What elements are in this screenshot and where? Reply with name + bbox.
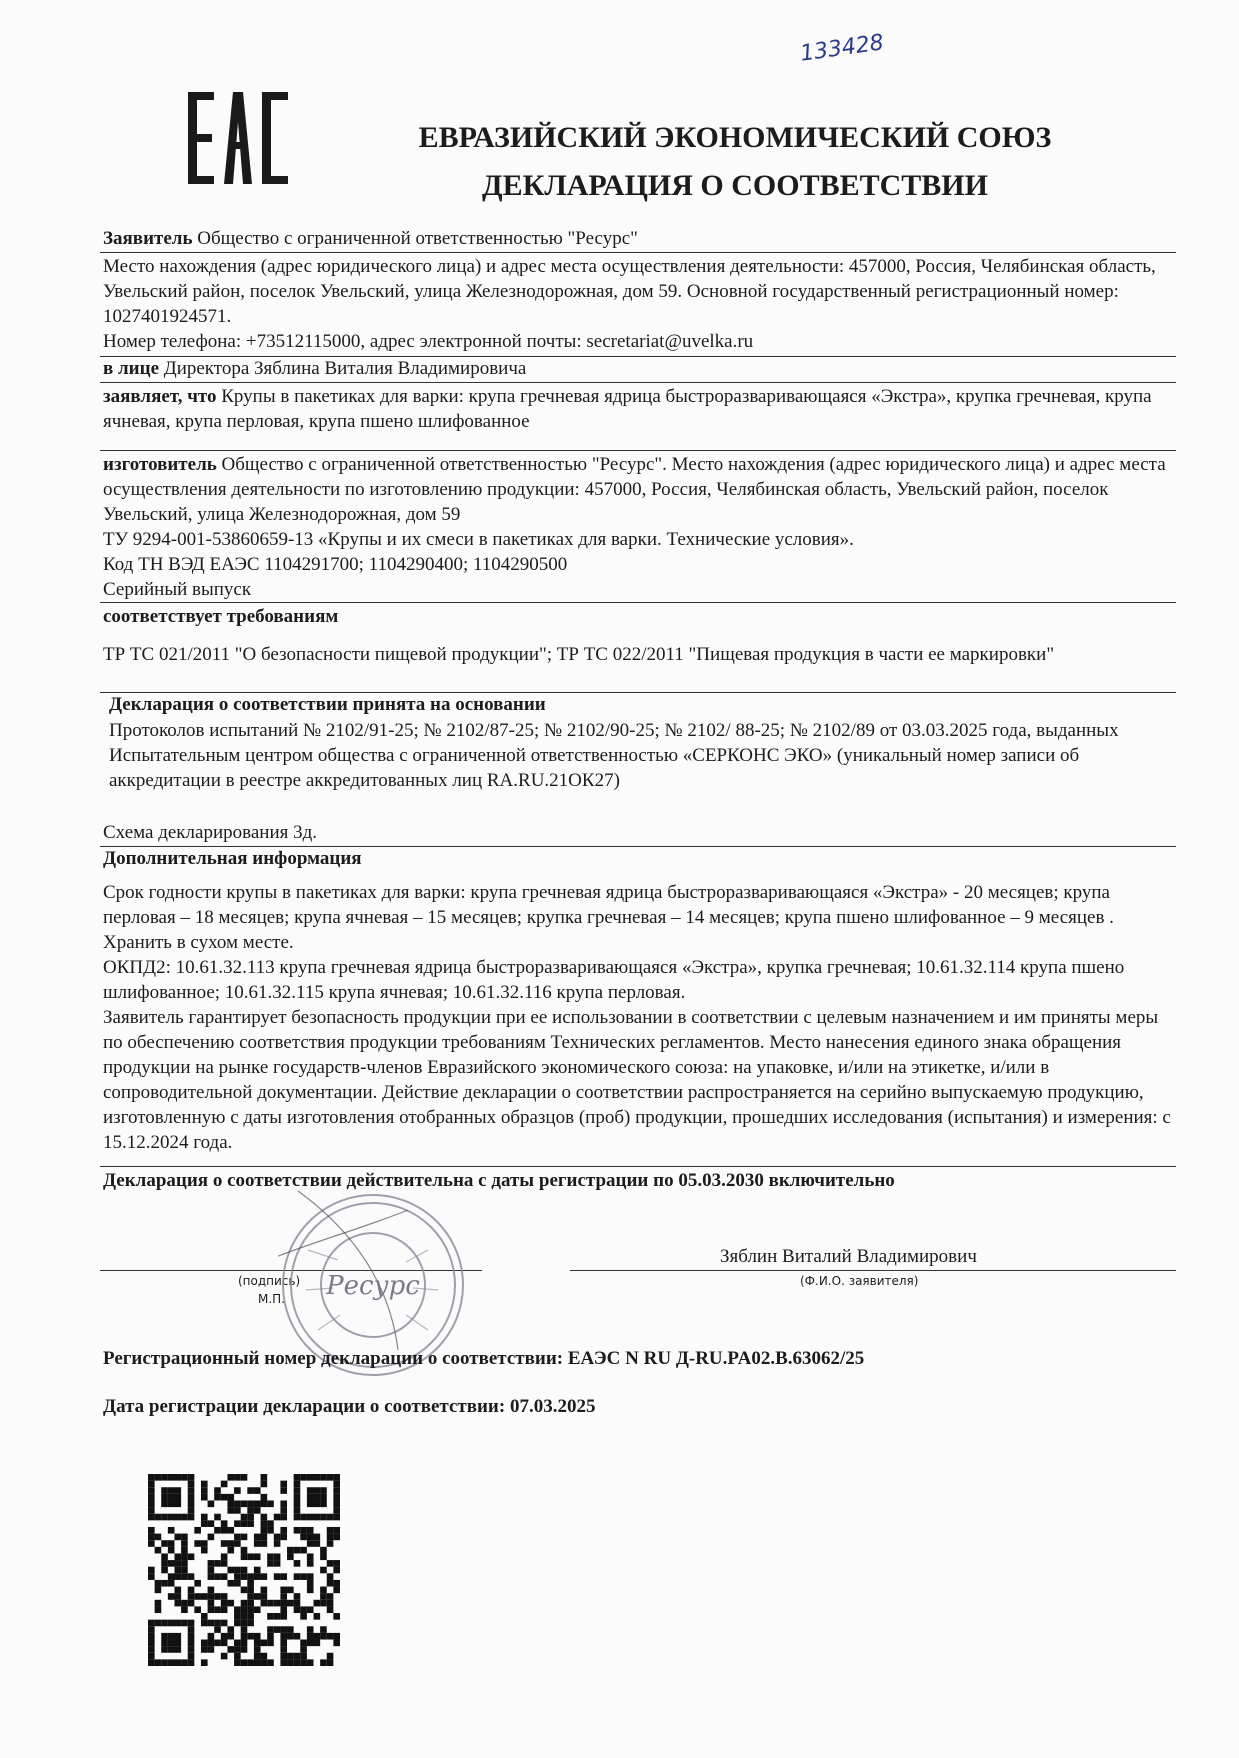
person-row (103, 356, 1176, 381)
qr-code (148, 1474, 340, 1666)
okpd-text: ОКПД2: 10.61.32.113 крупа гречневая ядрица быстроразваривающаяся «Экстра», крупка гречневая; 10.61.32.114 крупа пшено шлифованное; 10.61.32.115 крупа ячневая; 10.61.32.116 крупа перловая. (103, 957, 1125, 1003)
stamp-text: Ресурс (326, 1271, 420, 1301)
additional-label-text: Дополнительная информация (103, 848, 362, 869)
basis-value: Протоколов испытаний № 2102/91-25; № 2102/87-25; № 2102/90-25; № 2102/ 88-25; № 2102/89 от 03.03.2025 года, выданных Испытательным центром общества с ограниченной ответственностью «СЕРКОНС ЭКО» (уникальный номер записи об аккредитации в реестре аккредитованных лиц RA.RU.21ОК27) (109, 720, 1119, 791)
declares-value: Крупы в пакетиках для варки: крупа гречневая ядрица быстроразваривающаяся «Экстра», крупка гречневая, крупа ячневая, крупа перловая, крупа пшено шлифованное (103, 386, 1152, 432)
header-union-title: ЕВРАЗИЙСКИЙ ЭКОНОМИЧЕСКИЙ СОЮЗ (418, 121, 1052, 154)
additional-block (103, 880, 1176, 1155)
signer-name: Зяблин Виталий Владимирович (720, 1246, 977, 1267)
registration-number-value: ЕАЭС N RU Д-RU.PA02.B.63062/25 (567, 1348, 865, 1369)
guarantee-text: Заявитель гарантирует безопасность продукции при ее использовании в соответствии с целевым назначением и им приняты меры по обеспечению соответствия продукции требованиям Технических регламентов. Место нанесения единого знака обращения продукции на рынке государств-членов Евразийского экономического союза: на упаковке, и/или на этикетке, и/или в сопроводительной документации. Действие декларации о соответствии распространяется на серийно выпускаемую продукцию, изготовленную с даты изготовления отобранных образцов (проб) продукции, прошедших исследования (испытания) и измерения: с 15.12.2024 года. (103, 1007, 1171, 1153)
manufacturer-value: Общество с ограниченной ответственностью "Ресурс". Место нахождения (адрес юридического лица) и адрес места осуществления деятельности по изготовлению продукции: 457000, Россия, Челябинская область, Увельский район, поселок Увельский, улица Железнодорожная, дом 59 (103, 454, 1166, 525)
divider (100, 1166, 1176, 1167)
registration-number-row (103, 1346, 1176, 1371)
signature-caption: (подпись) (238, 1274, 301, 1288)
additional-label (103, 846, 1176, 871)
tu-text: ТУ 9294-001-53860659-13 «Крупы и их смеси в пакетиках для варки. Технические условия». (103, 529, 854, 550)
requirements-label (103, 604, 1176, 629)
divider (100, 450, 1176, 451)
declares-row (103, 384, 1176, 434)
header-declaration-title: ДЕКЛАРАЦИЯ О СООТВЕТСТВИИ (482, 169, 988, 202)
basis-label (103, 692, 1182, 717)
location-text: Место нахождения (адрес юридического лица) и адрес места осуществления деятельности: 457000, Россия, Челябинская область, Увельский район, поселок Увельский, улица Железнодорожная, дом 59. Основной государственный регистрационный номер: 1027401924571. (103, 256, 1156, 327)
mp-caption: М.П. (258, 1292, 286, 1306)
manufacturer-block (103, 452, 1176, 602)
name-line (570, 1270, 1176, 1271)
requirements-value: ТР ТС 021/2011 "О безопасности пищевой продукции"; ТР ТС 022/2011 "Пищевая продукция в части ее маркировки" (103, 644, 1055, 665)
requirements-label-text: соответствует требованиям (103, 606, 339, 627)
declares-label: заявляет, что (103, 386, 217, 407)
validity-row (103, 1168, 1176, 1193)
document-header (385, 114, 1085, 210)
person-label: в лице (103, 358, 159, 379)
eac-logo-icon (188, 92, 298, 184)
name-caption: (Ф.И.О. заявителя) (800, 1274, 919, 1288)
applicant-label: Заявитель (103, 228, 193, 249)
code-text: Код ТН ВЭД ЕАЭС 1104291700; 1104290400; 1104290500 (103, 554, 568, 575)
divider (100, 382, 1176, 383)
scheme-text: Схема декларирования 3д. (103, 822, 318, 843)
divider (100, 252, 1176, 253)
registration-number-label: Регистрационный номер декларации о соответствии: (103, 1348, 564, 1369)
validity-text: Декларация о соответствии действительна с даты регистрации по 05.03.2030 включительно (103, 1170, 895, 1191)
series-text: Серийный выпуск (103, 579, 252, 600)
person-value: Директора Зяблина Виталия Владимировича (159, 358, 527, 379)
contacts-text: Номер телефона: +73512115000, адрес электронной почты: secretariat@uvelka.ru (103, 331, 754, 352)
shelf-life-text: Срок годности крупы в пакетиках для варки: крупа гречневая ядрица быстроразваривающаяся «Экстра» - 20 месяцев; крупа перловая – 18 месяцев; крупа ячневая – 15 месяцев; крупка гречневая – 14 месяцев; крупа пшено шлифованное – 9 месяцев . Хранить в сухом месте. (103, 882, 1114, 953)
location-block (103, 254, 1176, 354)
applicant-value: Общество с ограниченной ответственностью "Ресурс" (192, 228, 638, 249)
registration-date-value: 07.03.2025 (509, 1396, 596, 1417)
registration-date-label: Дата регистрации декларации о соответствии: (103, 1396, 506, 1417)
handwritten-number: 133428 (798, 30, 886, 67)
manufacturer-label: изготовитель (103, 454, 217, 475)
divider (100, 602, 1176, 603)
registration-date-row (103, 1394, 1176, 1419)
applicant-row (103, 226, 1176, 251)
basis-label-text: Декларация о соответствии принята на основании (109, 694, 546, 715)
